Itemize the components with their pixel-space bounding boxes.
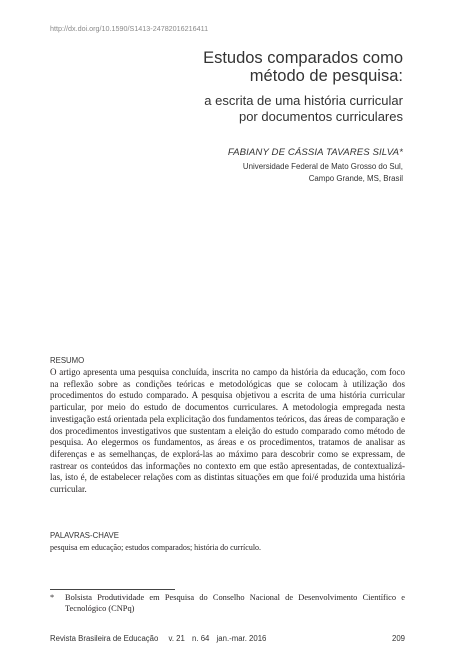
article-title <box>73 49 403 85</box>
abstract-text: O artigo apresenta uma pesquisa concluída, inscrita no campo da história da educação, com foco na reflexão sobre as condições teóricas e metodológicas que se colocam à utilização dos procedimentos do estudo comparado. A pesquisa objetivou a escrita de uma história curricular particular, por meio do estudo de documentos curriculares. A metodologia empregada nesta investigação está orientada pela explicitação dos fundamentos teóricos, das áreas de comparação e dos procedimentos investigativos que sustentam a eleição do estudo comparado como método de pesquisa. Ao elegermos os fundamentos, as áreas e os procedimentos, tratamos de analisar as diferenças e as semelhanças, de explorá-las ao máximo para descobrir como se expressam, de rastrear os conteúdos das informações no contexto em que estão apresentadas, de contextualizá-las, isto é, de estabelecer relações com as distintas situações em que foi/é produzida uma história curricular. <box>50 367 405 495</box>
abstract-heading: RESUMO <box>50 356 85 365</box>
journal-number: n. 64 <box>192 634 210 643</box>
keywords-text: pesquisa em educação; estudos comparados; história do currículo. <box>50 543 262 552</box>
article-subtitle <box>73 93 403 124</box>
author-affiliation <box>143 161 403 185</box>
journal-footer <box>50 634 274 643</box>
keywords-heading: PALAVRAS-CHAVE <box>50 531 119 540</box>
subtitle-line-1: a escrita de uma história curricular <box>204 93 403 108</box>
subtitle-line-2: por documentos curriculares <box>238 108 403 124</box>
journal-name: Revista Brasileira de Educação <box>50 634 159 643</box>
journal-volume: v. 21 <box>168 634 185 643</box>
author-name: FABIANY DE CÁSSIA TAVARES SILVA* <box>227 147 403 158</box>
title-line-2: método de pesquisa: <box>249 67 403 85</box>
journal-period: jan.-mar. 2016 <box>216 634 267 643</box>
affiliation-line-1: Universidade Federal de Mato Grosso do Sul, <box>242 162 403 171</box>
page-number: 209 <box>391 634 405 643</box>
title-line-1: Estudos comparados como <box>203 49 403 67</box>
footnote-divider <box>50 589 175 590</box>
footnote-marker: * <box>50 593 55 602</box>
doi-link[interactable]: http://dx.doi.org/10.1590/S1413-24782016216411 <box>50 24 209 33</box>
footnote-text: Bolsista Produtividade em Pesquisa do Conselho Nacional de Desenvolvimento Científico e Tecnológico (CNPq) <box>65 593 405 613</box>
affiliation-line-2: Campo Grande, MS, Brasil <box>308 174 403 183</box>
